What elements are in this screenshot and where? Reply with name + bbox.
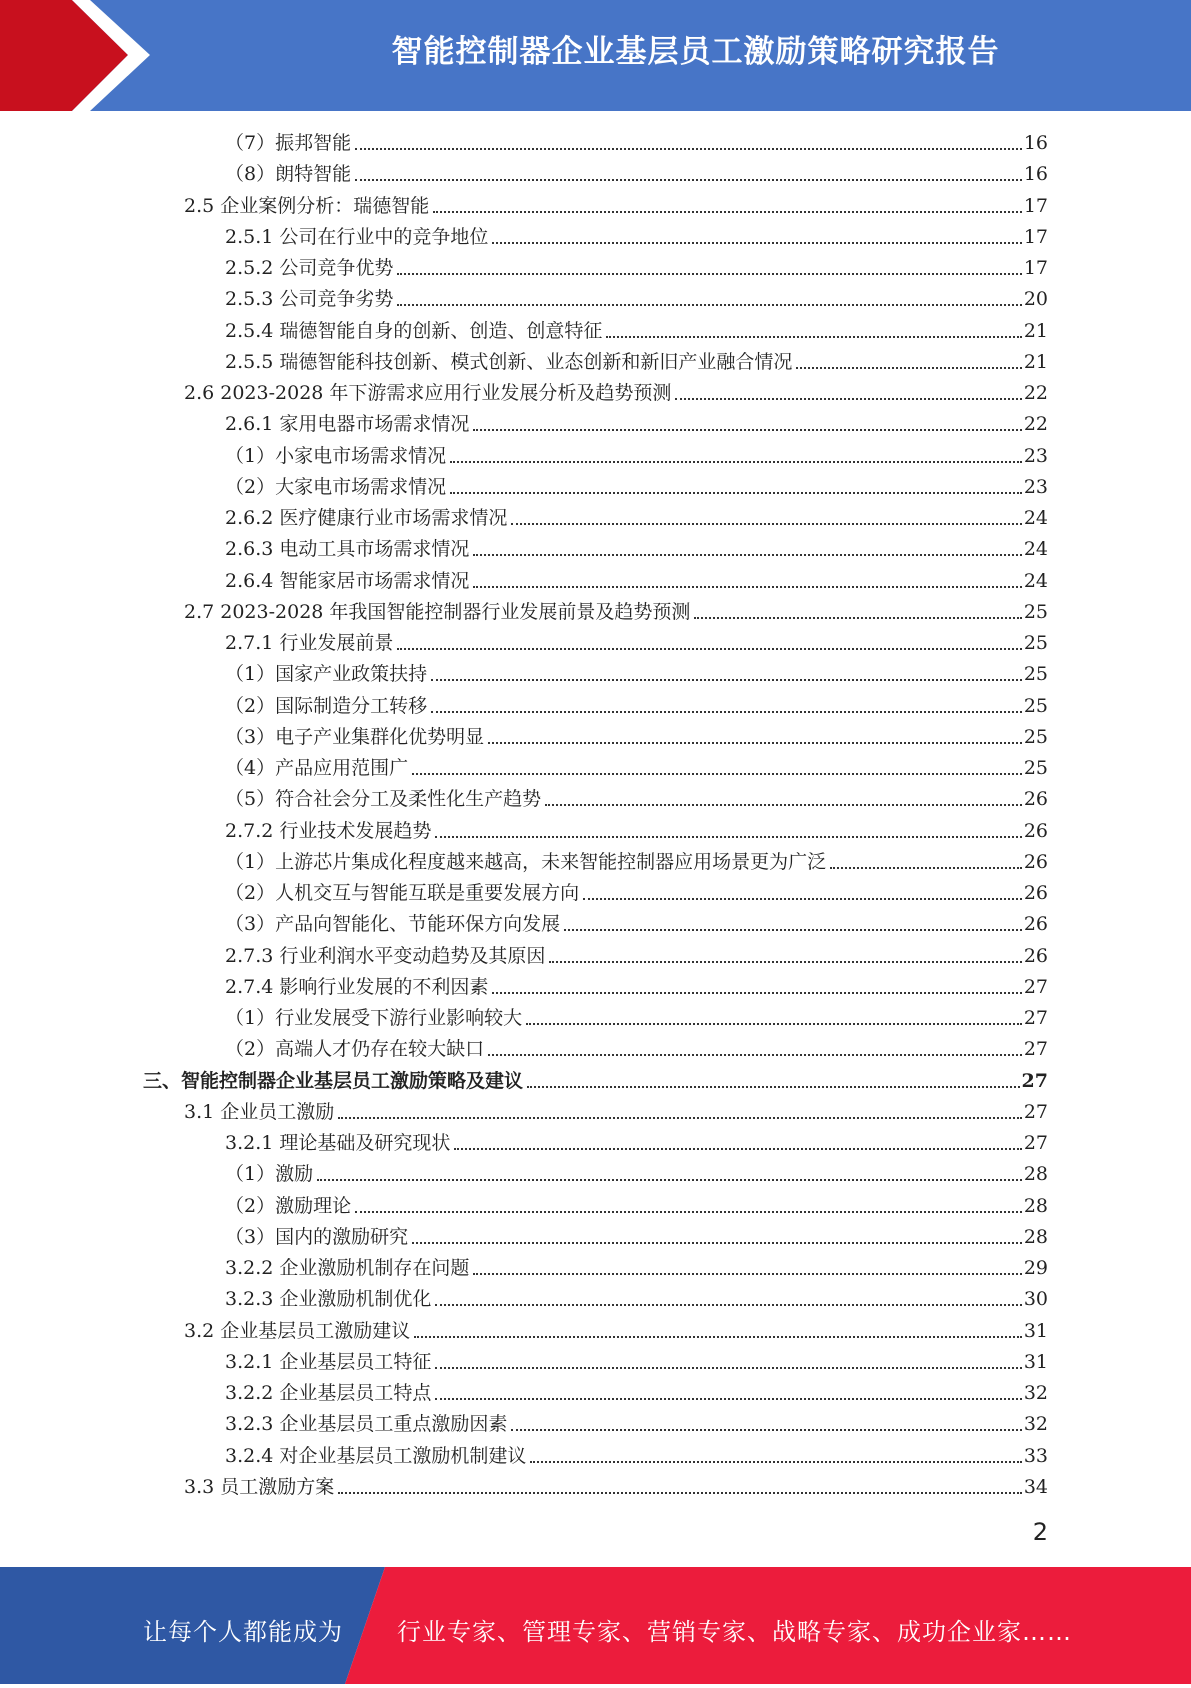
toc-leader-dots: [433, 180, 1022, 213]
toc-entry-page: 22: [1023, 413, 1048, 436]
toc-entry-title: 2.6.1 家用电器市场需求情况: [225, 413, 470, 436]
toc-entry-title: 2.6.2 医疗健康行业市场需求情况: [225, 507, 508, 529]
toc-entry-title: 2.6 2023-2028 年下游需求应用行业发展分析及趋势预测: [184, 382, 672, 404]
toc-entry-title: （3）电子产业集群化优势明显: [225, 725, 485, 748]
toc-leader-dots: [414, 1305, 1022, 1338]
toc-leader-dots: [488, 711, 1022, 744]
toc-entry-page: 24: [1023, 507, 1048, 529]
toc-entry-page: 22: [1023, 382, 1048, 404]
toc-entry-page: 26: [1023, 788, 1048, 811]
toc-entry-title: 2.5.2 公司竞争优势: [225, 257, 394, 279]
toc-entry-title: 2.5.4 瑞德智能自身的创新、创造、创意特征: [225, 319, 603, 342]
page-number: 2: [1032, 1518, 1048, 1546]
toc-entry-title: 3.2.1 理论基础及研究现状: [225, 1132, 451, 1154]
toc-entry-title: 2.7.1 行业发展前景: [225, 632, 394, 654]
toc-entry-page: 25: [1023, 600, 1048, 623]
toc-leader-dots: [338, 1086, 1022, 1119]
toc-leader-dots: [527, 1055, 1020, 1088]
toc-entry-page: 31: [1023, 1319, 1048, 1342]
toc-entry-title: 2.6.3 电动工具市场需求情况: [225, 538, 470, 561]
toc-leader-dots: [488, 1023, 1022, 1056]
toc-entry-page: 16: [1023, 163, 1048, 186]
toc-entry-title: 三、智能控制器企业基层员工激励策略及建议: [143, 1069, 524, 1092]
toc-entry-title: 3.2.2 企业基层员工特点: [225, 1382, 432, 1404]
toc-leader-dots: [412, 742, 1022, 775]
toc-leader-dots: [526, 992, 1022, 1025]
toc-leader-dots: [355, 148, 1022, 181]
toc-entry-page: 25: [1023, 632, 1048, 654]
toc-entry-page: 17: [1023, 257, 1048, 279]
toc-entry-title: （2）人机交互与智能互联是重要发展方向: [225, 882, 580, 904]
toc-entry-page: 24: [1023, 569, 1048, 592]
toc-entry-title: 2.7.4 影响行业发展的不利因素: [225, 975, 489, 998]
toc-leader-dots: [450, 461, 1022, 494]
toc-leader-dots: [492, 211, 1021, 244]
toc-entry-title: 2.5.5 瑞德智能科技创新、模式创新、业态创新和新旧产业融合情况: [225, 350, 793, 373]
toc-entry-page: 27: [1021, 1069, 1048, 1092]
toc-entry-title: 3.3 员工激励方案: [184, 1475, 335, 1498]
toc-entry-title: 3.2.2 企业激励机制存在问题: [225, 1257, 470, 1279]
toc-entry-title: 2.5.3 公司竞争劣势: [225, 288, 394, 311]
toc-entry-page: 24: [1023, 538, 1048, 561]
toc-entry-title: （1）行业发展受下游行业影响较大: [225, 1007, 523, 1029]
toc-entry-title: 2.7.3 行业利润水平变动趋势及其原因: [225, 944, 546, 967]
toc-entry-page: 27: [1023, 1038, 1048, 1061]
toc-leader-dots: [694, 586, 1021, 619]
toc-entry-page: 27: [1023, 1100, 1048, 1123]
toc-entry-page: 25: [1023, 757, 1048, 779]
toc-entry-page: 34: [1023, 1475, 1048, 1498]
toc-leader-dots: [397, 617, 1021, 650]
toc-entry-title: 2.6.4 智能家居市场需求情况: [225, 569, 470, 592]
toc-entry-page: 27: [1023, 975, 1048, 998]
toc-entry-title: （5）符合社会分工及柔性化生产趋势: [225, 788, 542, 811]
toc-leader-dots: [317, 1148, 1022, 1181]
toc-leader-dots: [511, 1398, 1021, 1431]
toc-entry-page: 32: [1023, 1413, 1048, 1436]
toc-leader-dots: [355, 1180, 1022, 1213]
toc-leader-dots: [583, 867, 1022, 900]
toc-entry-page: 16: [1023, 132, 1048, 154]
toc-entry-title: （2）大家电市场需求情况: [225, 475, 447, 498]
toc-entry-title: （8）朗特智能: [225, 163, 352, 186]
toc-leader-dots: [473, 523, 1021, 556]
toc-leader-dots: [473, 398, 1021, 431]
toc-entry-page: 17: [1023, 194, 1048, 217]
toc-leader-dots: [549, 930, 1021, 963]
toc-entry-page: 21: [1023, 319, 1048, 342]
toc-entry-title: （1）小家电市场需求情况: [225, 444, 447, 467]
toc-entry-title: （1）国家产业政策扶持: [225, 663, 428, 686]
toc-entry-title: 3.1 企业员工激励: [184, 1100, 335, 1123]
toc-leader-dots: [431, 680, 1022, 713]
toc-entry-page: 20: [1023, 288, 1048, 311]
toc-entry-page: 28: [1023, 1194, 1048, 1217]
toc-entry-title: 2.5 企业案例分析：瑞德智能: [184, 194, 430, 217]
toc-leader-dots: [492, 961, 1021, 994]
toc-entry-title: （3）国内的激励研究: [225, 1225, 409, 1248]
toc-entry-page: 28: [1023, 1163, 1048, 1186]
toc-leader-dots: [355, 117, 1022, 150]
toc-entry-page: 31: [1023, 1350, 1048, 1373]
toc-entry-title: 3.2.3 企业基层员工重点激励因素: [225, 1413, 508, 1436]
toc-leader-dots: [397, 273, 1021, 306]
toc-leader-dots: [675, 367, 1021, 400]
toc-leader-dots: [431, 648, 1022, 681]
toc-entry-title: （3）产品向智能化、节能环保方向发展: [225, 913, 561, 936]
toc-entry-page: 26: [1023, 913, 1048, 936]
toc-entry-title: （2）国际制造分工转移: [225, 694, 428, 717]
toc-entry-title: 2.7.2 行业技术发展趋势: [225, 819, 432, 842]
toc-entry-title: 2.5.1 公司在行业中的竞争地位: [225, 225, 489, 248]
toc-leader-dots: [796, 336, 1021, 369]
toc-leader-dots: [545, 773, 1022, 806]
toc-entry-title: 3.2.1 企业基层员工特征: [225, 1350, 432, 1373]
toc-leader-dots: [473, 1242, 1021, 1275]
toc-entry-title: （4）产品应用范围广: [225, 757, 409, 779]
toc-leader-dots: [435, 1367, 1021, 1400]
toc-entry-page: 23: [1023, 444, 1048, 467]
toc-entry-page: 28: [1023, 1225, 1048, 1248]
toc-entry-title: 3.2 企业基层员工激励建议: [184, 1319, 411, 1342]
toc-entry-page: 25: [1023, 694, 1048, 717]
toc-leader-dots: [564, 898, 1022, 931]
toc-entry-page: 32: [1023, 1382, 1048, 1404]
toc-entry-page: 26: [1023, 944, 1048, 967]
toc-leader-dots: [511, 492, 1021, 525]
footer-slogan-left: 让每个人都能成为: [143, 1618, 343, 1646]
toc-leader-dots: [450, 430, 1022, 463]
toc-leader-dots: [830, 836, 1022, 869]
toc-entry-title: 3.2.4 对企业基层员工激励机制建议: [225, 1444, 527, 1467]
toc-entry-page: 26: [1023, 850, 1048, 873]
toc-entry-page: 25: [1023, 725, 1048, 748]
toc-entry-page: 27: [1023, 1007, 1048, 1029]
toc-leader-dots: [435, 805, 1021, 838]
toc-entry-page: 26: [1023, 882, 1048, 904]
toc-leader-dots: [454, 1117, 1021, 1150]
toc-entry-title: （2）激励理论: [225, 1194, 352, 1217]
toc-entry-title: （1）激励: [225, 1163, 314, 1186]
toc-leader-dots: [530, 1430, 1021, 1463]
toc-entry-title: 2.7 2023-2028 年我国智能控制器行业发展前景及趋势预测: [184, 600, 691, 623]
toc-entry-page: 23: [1023, 475, 1048, 498]
toc-leader-dots: [473, 555, 1021, 588]
page-header: [0, 0, 1191, 111]
toc-entry-page: 27: [1023, 1132, 1048, 1154]
toc-leader-dots: [397, 242, 1021, 275]
toc-entry-title: （1）上游芯片集成化程度越来越高，未来智能控制器应用场景更为广泛: [225, 850, 827, 873]
toc-leader-dots: [338, 1461, 1022, 1494]
toc-entry-page: 26: [1023, 819, 1048, 842]
toc-leader-dots: [412, 1211, 1022, 1244]
toc-entry-title: （2）高端人才仍存在较大缺口: [225, 1038, 485, 1061]
toc-entry[interactable]: [184, 1472, 1048, 1503]
footer-slogan-right: 行业专家、管理专家、营销专家、战略专家、成功企业家……: [397, 1618, 1072, 1646]
toc-entry-page: 30: [1023, 1288, 1048, 1311]
toc-entry-title: 3.2.3 企业激励机制优化: [225, 1288, 432, 1311]
toc-entry-page: 29: [1023, 1257, 1048, 1279]
toc-leader-dots: [435, 1273, 1021, 1306]
toc-entry-title: （7）振邦智能: [225, 132, 352, 154]
report-title: 智能控制器企业基层员工激励策略研究报告: [391, 34, 1000, 70]
toc-leader-dots: [606, 305, 1021, 338]
toc-entry-page: 21: [1023, 350, 1048, 373]
toc-entry-page: 17: [1023, 225, 1048, 248]
toc-entry-page: 25: [1023, 663, 1048, 686]
toc-leader-dots: [435, 1336, 1021, 1369]
toc-entry-page: 33: [1023, 1444, 1048, 1467]
